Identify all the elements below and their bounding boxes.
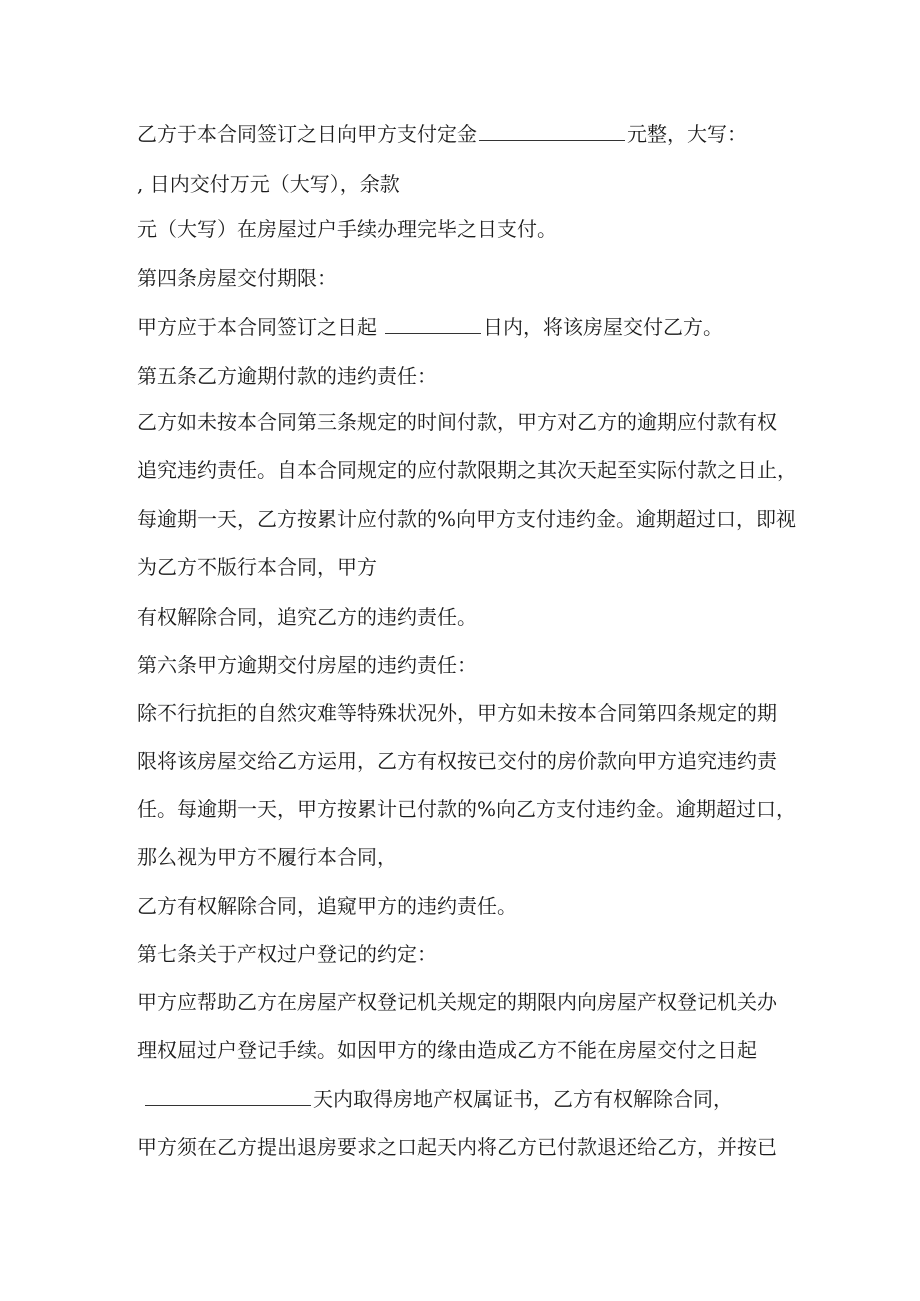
fill-blank (145, 1085, 311, 1106)
text-line: 乙方如未按本合同第三条规定的时间付款，甲方对乙方的逾期应付款有权 (137, 410, 777, 434)
fill-blank (479, 120, 625, 141)
text-segment: 日内，将该房屋交付乙方。 (483, 315, 723, 339)
text-segment: 甲方应于本合同签订之日起 (137, 315, 377, 339)
text-line: 追究违约责任。自本合同规定的应付款限期之其次天起至实际付款之日止， (137, 458, 797, 482)
text-line: 有权解除合同，追究乙方的违约责任。 (137, 605, 477, 629)
text-line: 甲方须在乙方提出退房要求之口起天内将乙方已付款退还给乙方，并按已 (137, 1135, 777, 1159)
text-line: 乙方有权解除合同，追窥甲方的违约责任。 (137, 894, 517, 918)
text-segment: 元整，大写： (627, 122, 747, 146)
section-heading: 第四条房屋交付期限： (137, 266, 337, 290)
text-line: 每逾期一天，乙方按累计应付款的%向甲方支付违约金。逾期超过口，即视 (137, 507, 797, 531)
text-line: 理权屈过户登记手续。如因甲方的缘由造成乙方不能在房屋交付之日起 (137, 1038, 757, 1062)
text-line: 元（大写）在房屋过户手续办理完毕之日支付。 (137, 217, 557, 241)
text-line (137, 313, 723, 341)
text-line (145, 1085, 733, 1113)
fill-blank (385, 313, 481, 334)
section-heading: 第六条甲方逾期交付房屋的违约责任： (137, 653, 477, 677)
text-line: 为乙方不版行本合同，甲方 (137, 555, 377, 579)
section-heading: 第五条乙方逾期付款的违约责任： (137, 364, 437, 388)
text-line: 限将该房屋交给乙方运用，乙方有权按已交付的房价款向甲方追究违约责 (137, 749, 777, 773)
text-segment: 乙方于本合同签订之日向甲方支付定金 (137, 122, 477, 146)
text-segment: 天内取得房地产权属证书，乙方有权解除合同， (313, 1087, 733, 1111)
text-line: 除不行抗拒的自然灾难等特殊状况外，甲方如未按本合同第四条规定的期 (137, 701, 777, 725)
text-line: 任。每逾期一天，甲方按累计已付款的%向乙方支付违约金。逾期超过口， (137, 797, 797, 821)
text-line: 甲方应帮助乙方在房屋产权登记机关规定的期限内向房屋产权登记机关办 (137, 990, 777, 1014)
text-line (137, 120, 747, 148)
section-heading: 第七条关于产权过户登记的约定： (137, 942, 437, 966)
text-line: , 日内交付万元（大写），余款 (137, 172, 400, 196)
text-line: 那么视为甲方不履行本合同， (137, 845, 397, 869)
